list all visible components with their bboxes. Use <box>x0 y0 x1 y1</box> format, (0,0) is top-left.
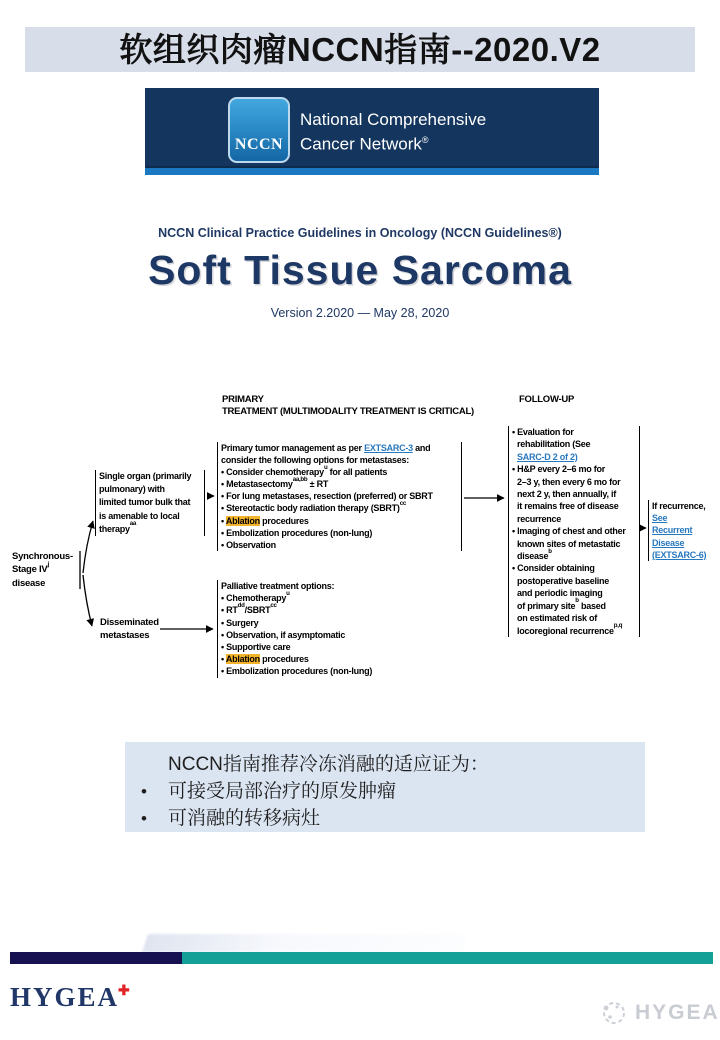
flow-line: • Observation <box>221 539 276 550</box>
flow-node-stage-iv <box>12 550 73 590</box>
flow-line: known sites of metastatic <box>517 538 621 549</box>
superscript: aa,bb <box>292 475 308 483</box>
bullet-icon: • <box>141 782 147 801</box>
superscript: dd <box>237 601 245 609</box>
flow-line: recurrence <box>517 513 562 524</box>
bullet-icon: • <box>141 809 147 828</box>
flow-line: Single organ (primarily <box>99 471 192 481</box>
flow-line: • Ablation procedures <box>221 654 309 665</box>
note-bullet-2: • 可消融的转移病灶 <box>125 805 645 832</box>
superscript: cc <box>399 500 406 508</box>
flow-line: next 2 y, then annually, if <box>517 489 616 500</box>
flow-line: postoperative baseline <box>517 575 610 586</box>
flow-line: metastases <box>100 630 150 642</box>
flow-node-disseminated <box>100 616 159 643</box>
sarc-d-2-of-2-link[interactable]: SARC-D 2 of 2) <box>517 451 578 462</box>
flow-line: disease$^b$ <box>517 547 552 562</box>
version-text: Version 2.2020 — May 28, 2020 <box>270 306 450 320</box>
flow-line: is amenable to local <box>99 510 180 521</box>
primary-treatment-header: PRIMARY TREATMENT (MULTIMODALITY TREATMENT IS CRITICAL) <box>222 394 474 417</box>
flow-line <box>512 451 636 463</box>
flow-box-followup <box>508 426 640 637</box>
nccn-logo-text: NCCN <box>234 136 284 153</box>
highlight-ablation: Ablation <box>225 515 260 526</box>
flow-line <box>652 512 706 524</box>
flow-line: Stage $IV^j$ <box>12 560 50 576</box>
recurrent-link[interactable]: Recurrent <box>652 525 693 536</box>
flow-line: Synchronous- <box>12 551 73 562</box>
disease-link[interactable]: Disease <box>652 537 685 548</box>
flow-line: therapy$^{aa}$ <box>99 520 137 534</box>
flow-line: pulmonary) with <box>99 484 165 495</box>
superscript: b <box>575 597 579 605</box>
flow-line: consider the following options for metastases: <box>221 455 410 466</box>
flow-line: disease <box>12 577 46 589</box>
footer-bar-navy <box>10 952 182 964</box>
flow-line: • For lung metastases, resection (preferred) or SBRT <box>221 491 433 502</box>
cn-note-box <box>125 742 645 832</box>
flow-line: • Surgery <box>221 617 259 628</box>
flow-box-palliative <box>217 580 372 678</box>
flow-line: • Imaging of chest and other <box>512 526 626 537</box>
highlight-ablation: Ablation <box>225 654 260 665</box>
superscript: u <box>323 463 328 471</box>
flow-line: on estimated risk of <box>517 613 598 624</box>
flow-line: • Metastasectomy$^{aa,bb}$ ± RT <box>221 475 329 490</box>
flow-line: • Ablation procedures <box>221 515 309 526</box>
flow-line: • Embolization procedures (non-lung) <box>221 666 373 677</box>
flow-box-primary-treatment <box>217 442 462 551</box>
flow-line: • Consider obtaining <box>512 563 595 574</box>
flow-line: locoregional recurrence$^{p,q}$ <box>517 622 623 636</box>
flow-line: Palliative treatment options: <box>221 581 335 591</box>
note-bullet-1: • 可接受局部治疗的原发肿瘤 <box>125 778 645 805</box>
watermark-text: HYGEA <box>635 1001 720 1024</box>
flow-line: • $RT^{dd}/SBRT^{cc}$ <box>221 601 277 616</box>
followup-header: FOLLOW-UP <box>519 394 575 405</box>
flow-line: limited tumor bulk that <box>99 497 191 508</box>
superscript: aa <box>129 520 137 528</box>
flow-line: • H&P every 2–6 mo for <box>512 464 606 475</box>
flow-line <box>652 549 706 561</box>
corner-watermark <box>598 998 720 1028</box>
extsarc-3-link[interactable]: EXTSARC-3 <box>364 443 413 453</box>
flow-line: • Observation, if asymptomatic <box>221 629 346 640</box>
flow-line: • Stereotactic body radiation therapy (SBRT)$^{cc}$ <box>221 500 406 514</box>
registered-mark: ® <box>421 135 429 145</box>
ghost-watermark <box>142 934 468 952</box>
superscript: cc <box>270 601 277 609</box>
footer-bar-teal <box>182 952 713 964</box>
flow-line: • Chemotherapy$^u$ <box>221 589 290 604</box>
flow-line <box>652 537 706 549</box>
nccn-org-line2: Cancer Network® <box>300 134 429 154</box>
see-link[interactable]: See <box>652 513 668 524</box>
flow-line: • Supportive care <box>221 642 291 653</box>
superscript: u <box>286 589 290 597</box>
flow-node-single-organ <box>95 470 205 536</box>
flow-line: If recurrence, <box>652 501 706 511</box>
note-heading: NCCN指南推荐冷冻消融的适应证为： <box>168 754 489 775</box>
flow-line: it remains free of disease <box>517 501 619 512</box>
superscript: b <box>548 547 552 555</box>
flow-box-recurrence <box>648 500 706 561</box>
document-title: Soft Tissue Sarcoma <box>148 247 572 293</box>
guidelines-subtitle: NCCN Clinical Practice Guidelines in Oncology (NCCN Guidelines®) <box>158 226 562 240</box>
hygea-logo <box>10 982 131 1013</box>
superscript: j <box>47 560 50 568</box>
flow-line: and periodic imaging <box>517 588 603 599</box>
flow-line: of primary site$^b$ based <box>517 597 606 611</box>
hygea-logo-text: HYGEA <box>10 982 120 1012</box>
flow-line: Primary tumor management as per EXTSARC-3 and <box>221 443 431 453</box>
flow-line <box>652 524 706 536</box>
flow-line: • Consider chemotherapy$^u$ for all patients <box>221 463 388 478</box>
watermark-globe-icon <box>598 998 628 1028</box>
flow-line: • Embolization procedures (non-lung) <box>221 527 373 538</box>
page-title: 软组织肉瘤NCCN指南--2020.V2 <box>25 27 695 72</box>
flow-line: 2–3 y, then every 6 mo for <box>517 476 621 487</box>
red-cross-icon: ✚ <box>118 984 130 999</box>
flow-line: Disseminated <box>100 617 159 628</box>
flow-line: • Evaluation for <box>512 427 574 437</box>
flow-line: rehabilitation (See <box>517 439 591 450</box>
nccn-org-line1: National Comprehensive <box>300 110 487 129</box>
superscript: p,q <box>613 622 623 630</box>
extsarc-6-link[interactable]: (EXTSARC-6) <box>652 549 707 560</box>
